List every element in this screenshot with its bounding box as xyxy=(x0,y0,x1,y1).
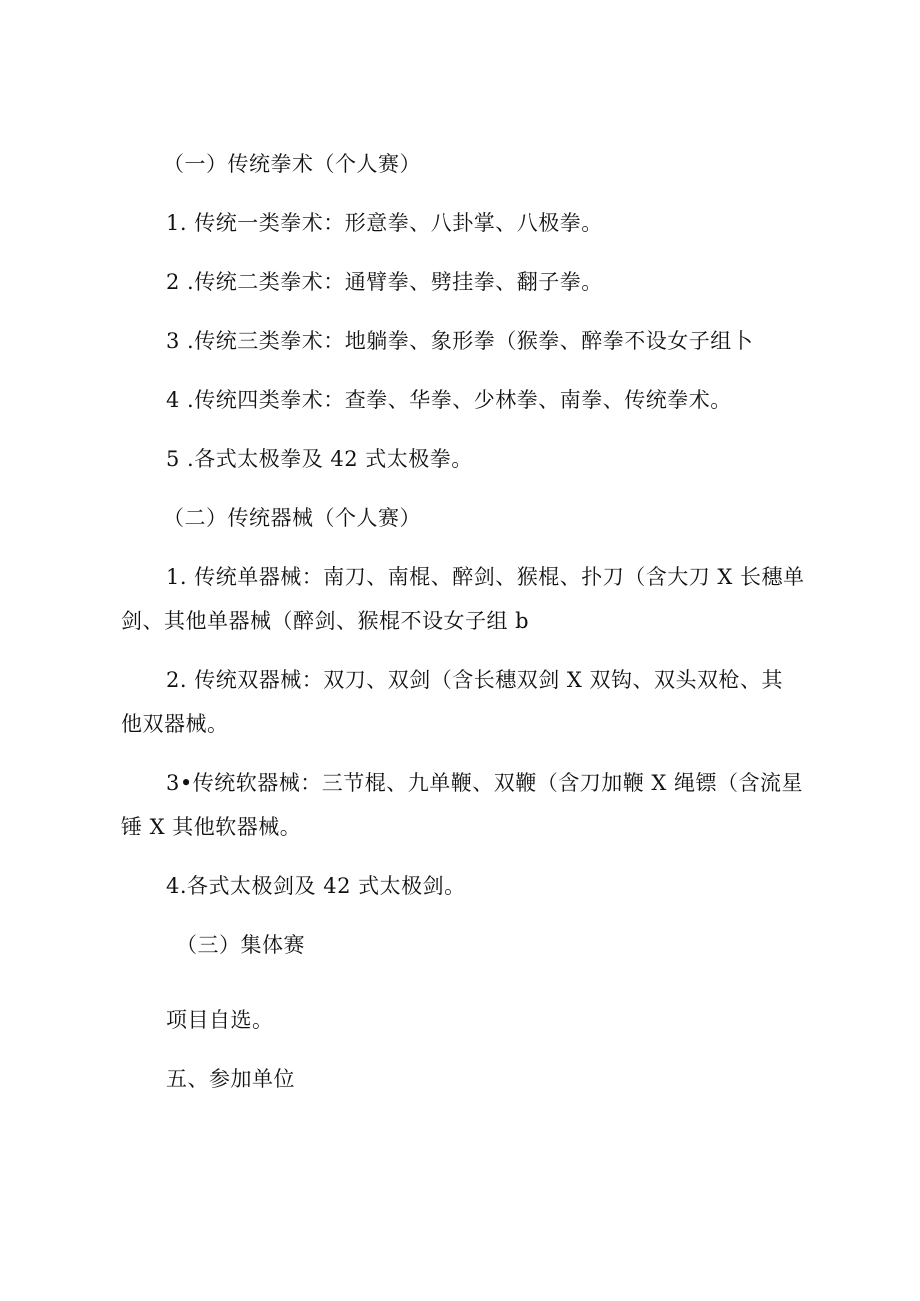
list-item-weapons-3: 3•传统软器械：三节棍、九单鞭、双鞭（含刀加鞭 X 绳镖（含流星 xyxy=(166,771,804,795)
list-item-boxing-2: 2 .传统二类拳术：通臂拳、劈挂拳、翻子拳。 xyxy=(166,270,603,294)
list-item-boxing-3: 3 .传统三类拳术：地躺拳、象形拳（猴拳、醉拳不设女子组卜 xyxy=(166,329,754,353)
section-heading-traditional-boxing: （一）传统拳术（个人赛） xyxy=(163,152,421,176)
list-item-boxing-1: 1. 传统一类拳术：形意拳、八卦掌、八极拳。 xyxy=(166,211,603,235)
section-heading-participants: 五、参加单位 xyxy=(166,1067,295,1091)
list-item-boxing-4: 4 .传统四类拳术：查拳、华拳、少林拳、南拳、传统拳术。 xyxy=(166,388,732,412)
list-item-weapons-2-continued: 他双器械。 xyxy=(121,712,229,736)
list-item-weapons-3-continued: 锤 X 其他软器械。 xyxy=(121,815,302,839)
list-item-boxing-5: 5 .各式太极拳及 42 式太极拳。 xyxy=(166,447,473,471)
list-item-weapons-4: 4.各式太极剑及 42 式太极剑。 xyxy=(166,874,466,898)
list-item-weapons-1-continued: 剑、其他单器械（醉剑、猴棍不设女子组 b xyxy=(121,609,530,633)
section-heading-group-competition: （三）集体赛 xyxy=(176,933,305,957)
group-competition-text: 项目自选。 xyxy=(166,1008,274,1032)
list-item-weapons-1: 1. 传统单器械：南刀、南棍、醉剑、猴棍、扑刀（含大刀 X 长穗单 xyxy=(166,565,805,589)
list-item-weapons-2: 2. 传统双器械：双刀、双剑（含长穗双剑 X 双钩、双头双枪、其 xyxy=(166,668,784,692)
section-heading-traditional-weapons: （二）传统器械（个人赛） xyxy=(163,506,421,530)
